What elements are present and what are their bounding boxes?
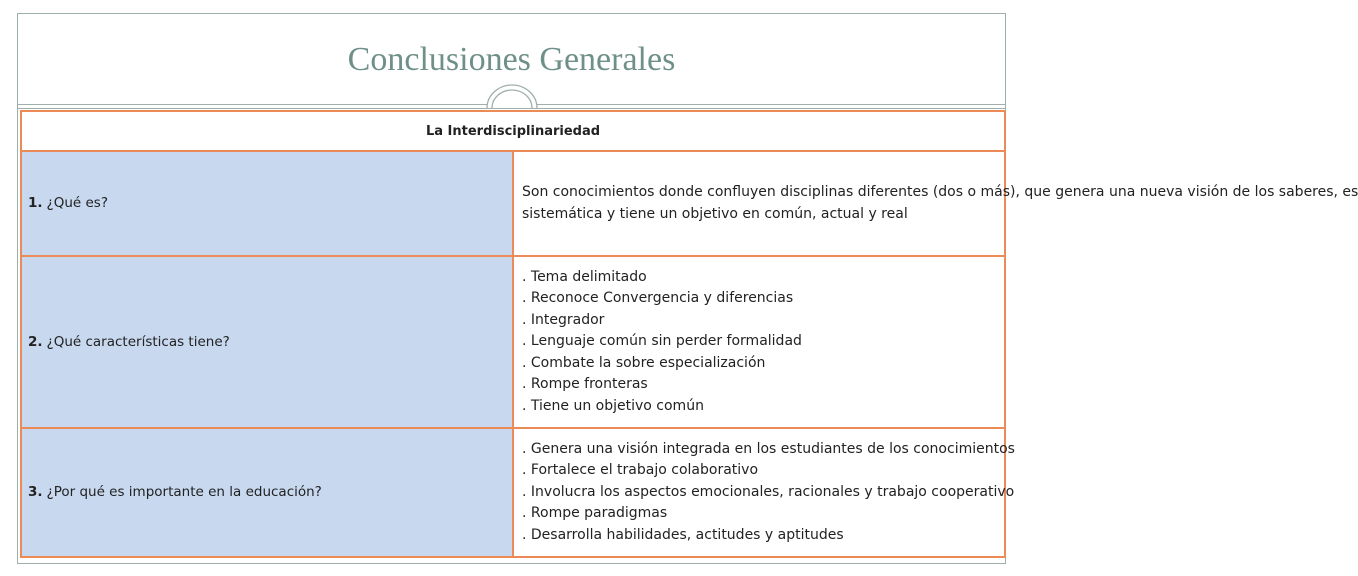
answer-line: sistemática y tiene un objetivo en común, actual y real [522,205,908,222]
answer-line: Son conocimientos donde confluyen disciplinas diferentes (dos o más), que genera una nueva visión de los saberes, es [522,184,1358,200]
question-text: ¿Qué es? [46,195,108,211]
answer-cell [513,151,1358,256]
answer-line: . Genera una visión integrada en los estudiantes de los conocimientos [522,440,1015,457]
answer-line: . Reconoce Convergencia y diferencias [522,290,794,307]
question-number: 2. [28,333,43,350]
answer-line: . Desarrolla habilidades, actitudes y aptitudes [522,526,844,543]
content-table [20,110,1358,558]
question-cell [21,151,513,256]
answer-cell [513,428,1015,557]
answer-line: . Lenguaje común sin perder formalidad [522,333,802,350]
question-number: 3. [28,484,43,500]
answer-line: . Tiene un objetivo común [522,397,704,414]
question-number: 1. [28,195,43,211]
answer-line: . Fortalece el trabajo colaborativo [522,462,759,479]
slide-title: Conclusiones Generales [347,41,676,78]
question-text: ¿Por qué es importante en la educación? [46,484,322,500]
table-row [21,428,1005,557]
answer-cell [513,256,1005,428]
title-ornament-icon [484,84,540,108]
table-header: La Interdisciplinariedad [21,111,1005,151]
answer-line: . Rompe paradigmas [522,505,668,522]
answer-line: . Rompe fronteras [522,376,648,393]
answer-line: . Combate la sobre especialización [522,354,766,371]
question-text: ¿Qué características tiene? [46,333,230,350]
answer-line: . Tema delimitado [522,268,647,285]
table-row [21,256,1005,428]
answer-line: . Involucra los aspectos emocionales, racionales y trabajo cooperativo [522,483,1015,500]
table-header-row [21,111,1005,151]
title-divider-bottom [17,108,1006,109]
question-cell [21,256,513,428]
table-row [21,151,1005,256]
answer-line: . Integrador [522,311,605,328]
question-cell [21,428,513,557]
